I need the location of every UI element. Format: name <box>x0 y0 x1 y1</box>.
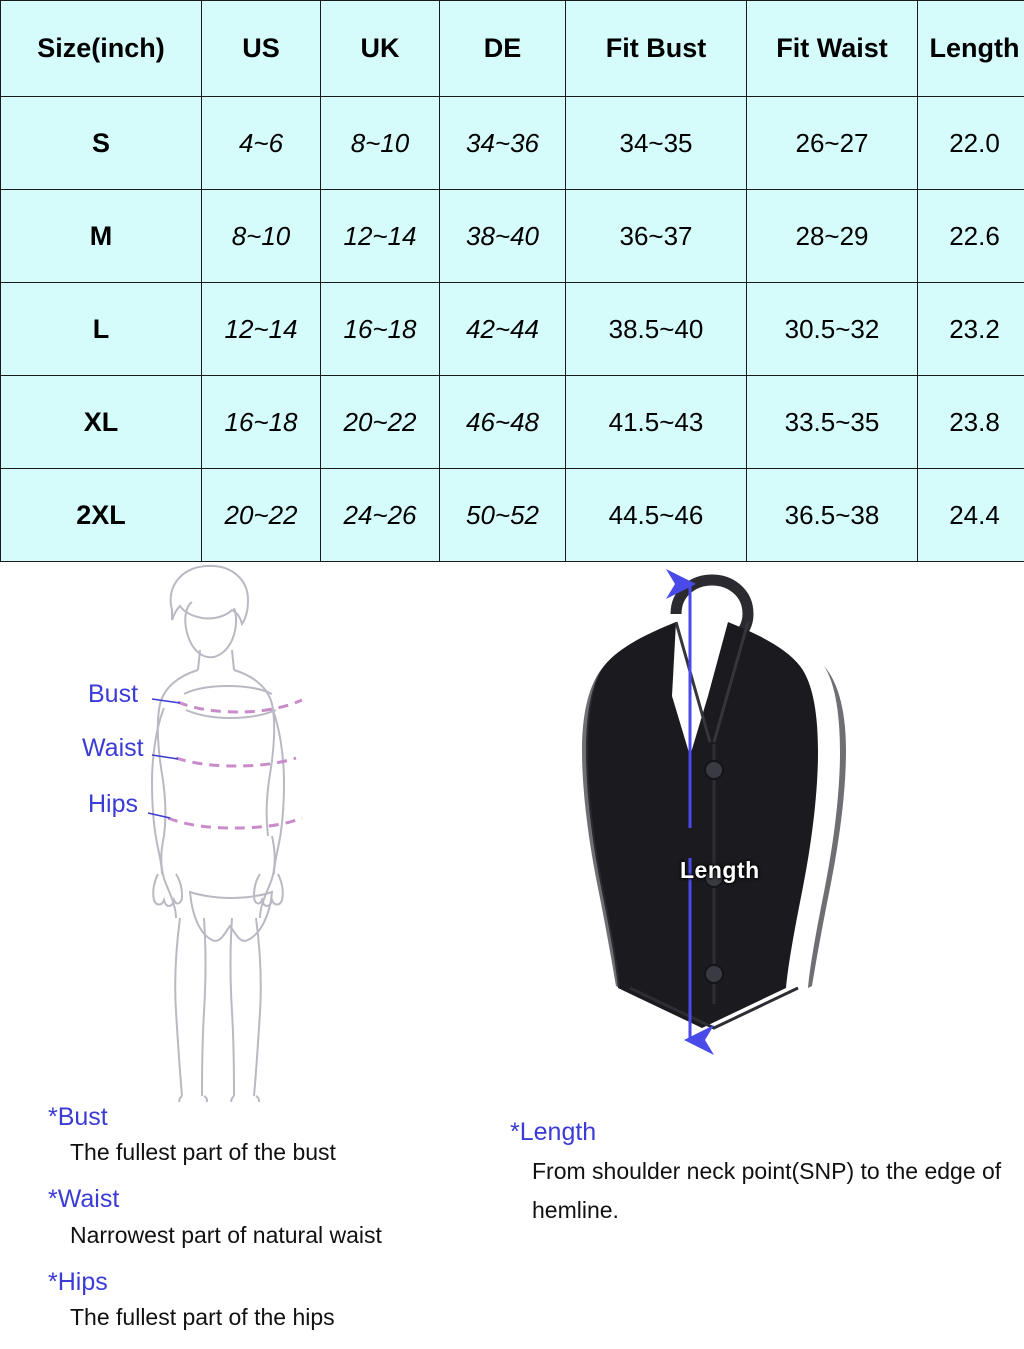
body-measurement-notes <box>48 1102 478 1349</box>
garment-length-label: Length <box>680 857 760 884</box>
table-header-length: Length <box>918 1 1024 97</box>
note-title-hips: *Hips <box>48 1267 478 1298</box>
bust-label: Bust <box>88 680 138 709</box>
cell-waist: 28~29 <box>747 190 918 283</box>
note-text-waist: Narrowest part of natural waist <box>48 1220 478 1251</box>
note-text-bust: The fullest part of the bust <box>48 1137 478 1168</box>
measurement-guide-section <box>0 562 1024 1332</box>
cell-bust: 34~35 <box>566 97 747 190</box>
table-header-size: Size(inch) <box>1 1 202 97</box>
cell-uk: 24~26 <box>321 469 440 562</box>
cell-de: 34~36 <box>440 97 566 190</box>
note-text-hips: The fullest part of the hips <box>48 1302 478 1333</box>
table-row <box>1 376 1024 469</box>
cell-waist: 36.5~38 <box>747 469 918 562</box>
note-title-length: *Length <box>510 1117 1020 1148</box>
cell-us: 12~14 <box>202 283 321 376</box>
cell-length: 23.2 <box>918 283 1024 376</box>
button-top-icon <box>705 761 723 779</box>
cell-length: 24.4 <box>918 469 1024 562</box>
garment-measurement-notes <box>510 1117 1020 1246</box>
garment-panel <box>480 562 1024 1332</box>
table-row <box>1 190 1024 283</box>
cell-size: XL <box>1 376 202 469</box>
cell-us: 20~22 <box>202 469 321 562</box>
table-row <box>1 469 1024 562</box>
cell-de: 46~48 <box>440 376 566 469</box>
cell-waist: 30.5~32 <box>747 283 918 376</box>
cell-bust: 38.5~40 <box>566 283 747 376</box>
cell-de: 38~40 <box>440 190 566 283</box>
cell-waist: 26~27 <box>747 97 918 190</box>
female-body-figure-icon <box>0 562 500 1102</box>
cell-length: 22.0 <box>918 97 1024 190</box>
cell-de: 50~52 <box>440 469 566 562</box>
table-header-fit-bust: Fit Bust <box>566 1 747 97</box>
halter-vest-garment-icon <box>480 562 1024 1102</box>
cell-bust: 36~37 <box>566 190 747 283</box>
cell-waist: 33.5~35 <box>747 376 918 469</box>
waist-measure-line <box>176 758 296 766</box>
cell-uk: 20~22 <box>321 376 440 469</box>
table-header-uk: UK <box>321 1 440 97</box>
cell-de: 42~44 <box>440 283 566 376</box>
cell-length: 22.6 <box>918 190 1024 283</box>
cell-size: 2XL <box>1 469 202 562</box>
cell-length: 23.8 <box>918 376 1024 469</box>
size-chart-table <box>0 0 1024 562</box>
button-bottom-icon <box>705 965 723 983</box>
bust-measure-line <box>178 700 302 712</box>
cell-us: 8~10 <box>202 190 321 283</box>
note-title-waist: *Waist <box>48 1184 478 1215</box>
cell-size: M <box>1 190 202 283</box>
cell-bust: 44.5~46 <box>566 469 747 562</box>
cell-us: 16~18 <box>202 376 321 469</box>
body-figure-panel <box>0 562 500 1332</box>
note-title-bust: *Bust <box>48 1102 478 1133</box>
table-header-de: DE <box>440 1 566 97</box>
cell-size: L <box>1 283 202 376</box>
cell-bust: 41.5~43 <box>566 376 747 469</box>
table-header-us: US <box>202 1 321 97</box>
cell-uk: 16~18 <box>321 283 440 376</box>
waist-label: Waist <box>82 734 144 763</box>
cell-us: 4~6 <box>202 97 321 190</box>
table-header-row <box>1 1 1024 97</box>
table-row <box>1 97 1024 190</box>
table-header-fit-waist: Fit Waist <box>747 1 918 97</box>
cell-size: S <box>1 97 202 190</box>
cell-uk: 12~14 <box>321 190 440 283</box>
table-row <box>1 283 1024 376</box>
hips-label: Hips <box>88 790 138 819</box>
note-text-length: From shoulder neck point(SNP) to the edge of hemline. <box>510 1152 1020 1230</box>
cell-uk: 8~10 <box>321 97 440 190</box>
